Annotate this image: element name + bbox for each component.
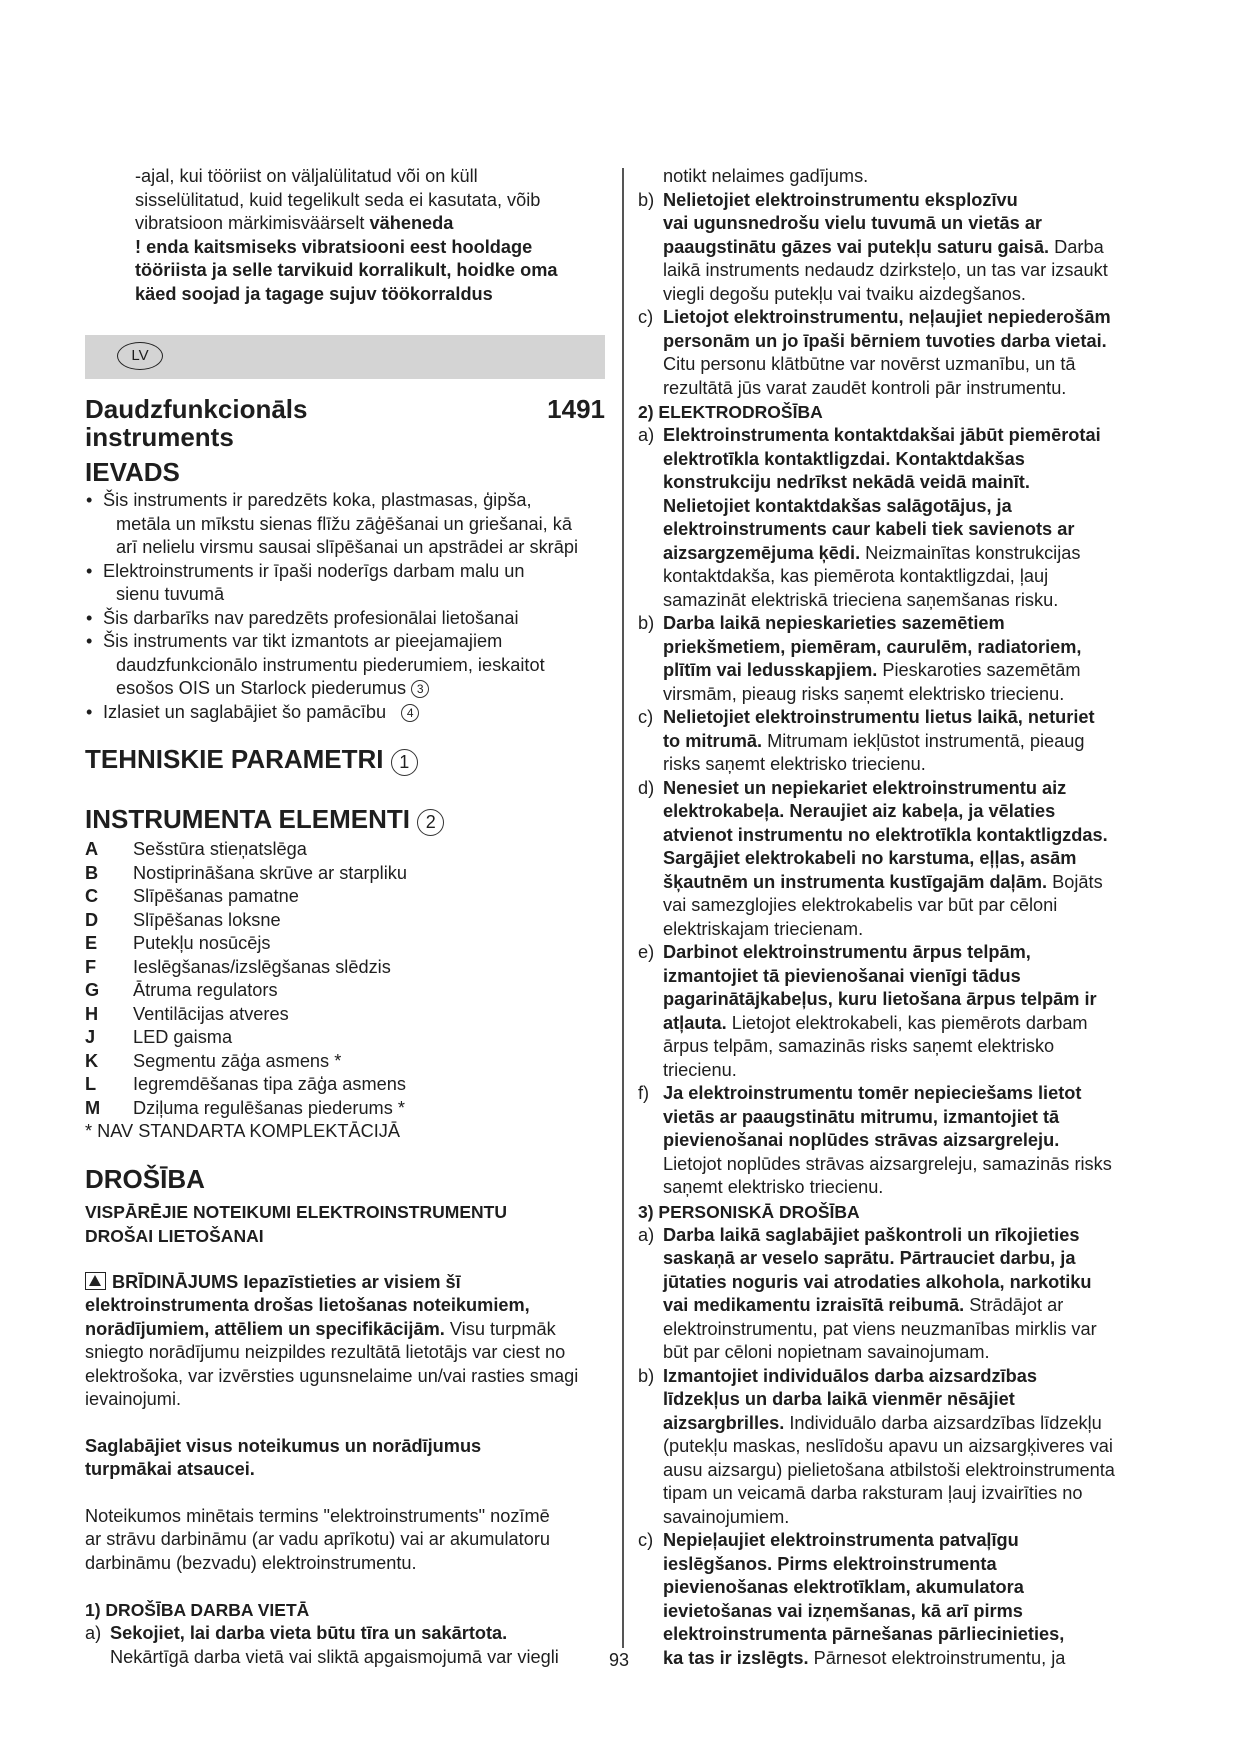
element-row — [85, 1026, 605, 1050]
element-label: Ventilācijas atveres — [133, 1003, 289, 1024]
safety-item: a) Elektroinstrumenta kontaktdakšai jābūt piemērotai elektrotīkla kontaktligzdai. Kontaktdakšas konstrukciju nedrīkst nekādā veidā mainīt. Nelietojiet kontaktdakšas salāgotājus, ja elektroinstruments caur kabeli tiek savienots ar aizsargzemējuma ķēdi. Neizmainītas konstrukcijas kontaktdakša, kas piemērota kontaktligzdai, ļauj samazināt elektriskā trieciena saņemšanas risku. — [638, 425, 1101, 610]
safety-item: b) Izmantojiet individuālos darba aizsardzības līdzekļus un darba laikā vienmēr nēsājiet aizsargbrilles. Individuālo darba aizsardzības līdzekļu (putekļu maskas, neslīdošu apavu un aizsargķiveres vai ausu aizsargu) pielietošana atbilstoši elektroinstrumenta tipam un veicamā darba raksturam ļauj izvairīties no savainojumiem. — [638, 1365, 1115, 1527]
element-key: D — [85, 909, 99, 930]
section-1-heading: 1) DROŠĪBA DARBA VIETĀ — [85, 1600, 310, 1620]
language-badge: LV — [117, 342, 163, 370]
product-name: instruments — [85, 422, 234, 452]
list-item: • Izlasiet un saglabājiet šo pamācību 4 — [85, 701, 605, 725]
element-row — [85, 838, 605, 862]
element-key: M — [85, 1097, 101, 1118]
element-label: Ātruma regulators — [133, 980, 278, 1000]
language-bar — [85, 335, 605, 379]
figure-ref-badge: 3 — [411, 680, 429, 698]
elements-note: * NAV STANDARTA KOMPLEKTĀCIJĀ — [85, 1121, 400, 1141]
text-line: tööriista ja selle tarvikuid korralikult, hoidke oma — [135, 260, 558, 280]
element-row — [85, 1003, 605, 1027]
list-item: • Elektroinstruments ir īpaši noderīgs darbam malu un sienu tuvumā — [85, 560, 605, 607]
element-key: L — [85, 1074, 97, 1094]
element-row — [85, 1073, 605, 1097]
save-instructions: Saglabājiet visus noteikumus un norādījumus turpmākai atsaucei. — [85, 1435, 482, 1479]
element-label: Slīpēšanas loksne — [133, 909, 281, 930]
element-row — [85, 932, 605, 956]
element-key: E — [85, 933, 98, 953]
right-column — [638, 165, 1158, 1670]
safety-item: c) Nelietojiet elektroinstrumentu lietus laikā, neturiet to mitrumā. Mitrumam iekļūstot instrumentā, pieaug risks saņemt elektrisko triecienu. — [638, 707, 1095, 774]
safety-item: e) Darbinot elektroinstrumentu ārpus telpām, izmantojiet tā pievienošanai vienīgi tādus pagarinātājkabeļus, kuru lietošana ārpus telpām ir atļauta. Lietojot elektrokabeli, kas piemērots darbam ārpus telpām, samazinās risks saņemt elektrisko triecienu. — [638, 942, 1097, 1080]
element-key: J — [85, 1027, 96, 1047]
element-label: Putekļu nosūcējs — [133, 933, 271, 953]
section-2-heading: 2) ELEKTRODROŠĪBA — [638, 402, 823, 422]
elements-list — [85, 838, 605, 1120]
safety-item: b) Darba laikā nepieskarieties sazemētiem priekšmetiem, piemēram, caurulēm, radiatoriem, plītīm vai ledusskapjiem. Pieskaroties sazemētām virsmām, pieaug risks saņemt elektrisko triecienu. — [638, 613, 1082, 704]
element-label: Dziļuma regulēšanas piederums * — [133, 1097, 405, 1118]
element-label: Nostiprināšana skrūve ar starpliku — [133, 862, 407, 883]
list-item: • Šis instruments var tikt izmantots ar pieejamajiem daudzfunkcionālo instrumentu piederumiem, ieskaitot esošos OIS un Starlock piederumus 3 — [85, 630, 605, 701]
element-row — [85, 862, 605, 886]
element-label: Slīpēšanas pamatne — [133, 886, 299, 906]
element-key: H — [85, 1003, 99, 1024]
elements-heading: INSTRUMENTA ELEMENTI 2 — [85, 804, 605, 836]
left-column — [85, 165, 605, 1669]
drosiba-heading: DROŠĪBA — [85, 1163, 205, 1194]
safety-item: f) Ja elektroinstrumentu tomēr nepieciešams lietot vietās ar paaugstinātu mitrumu, izmantojiet tā pievienošanai noplūdes strāvas aizsargreleju. Lietojot noplūdes strāvas aizsargreleju, samazinās risks saņemt elektrisko triecienu. — [638, 1083, 1112, 1197]
section-3-heading: 3) PERSONISKĀ DROŠĪBA — [638, 1201, 860, 1222]
ievads-heading: IEVADS — [85, 457, 180, 487]
safety-item: a) Sekojiet, lai darba vieta būtu tīra un sakārtota. Nekārtīgā darba vietā vai sliktā apgaismojumā var viegli — [85, 1623, 559, 1667]
element-key: C — [85, 886, 99, 906]
text-line: sisselülitatud, kuid tegelikult seda ei kasutata, võib — [135, 189, 541, 210]
tech-heading: TEHNISKIE PARAMETRI 1 — [85, 744, 605, 776]
figure-ref-badge: 1 — [391, 749, 418, 776]
text-line: ! enda kaitsmiseks vibratsiooni eest hooldage — [135, 236, 533, 257]
safety-item: c) Lietojot elektroinstrumentu, neļaujiet nepiederošām personām un jo īpaši bērniem tuvoties darba vietai. Citu personu klātbūtne var novērst uzmanību, un tā rezultātā jūs varat zaudēt kontroli pār instrumentu. — [638, 307, 1111, 398]
general-rules-heading: VISPĀRĒJIE NOTEIKUMI ELEKTROINSTRUMENTU DROŠAI LIETOŠANAI — [85, 1201, 507, 1246]
element-row — [85, 956, 605, 980]
element-key: B — [85, 862, 99, 883]
element-row — [85, 909, 605, 933]
element-label: LED gaisma — [133, 1027, 233, 1047]
element-key: A — [85, 839, 99, 859]
text-line: vibratsioon märkimisväärselt väheneda — [135, 213, 454, 233]
warning-paragraph: BRĪDINĀJUMS Iepazīstieties ar visiem šī elektroinstrumenta drošas lietošanas noteikumiem, norādījumiem, attēliem un specifikācijām. Visu turpmāk sniegto norādījumu neizpildes rezultātā lietotājs var ciest no elektrošoka, var izvērsties ugunsnelaime un/vai rasties smagi ievainojumi. — [85, 1271, 579, 1409]
safety-item: d) Nenesiet un nepiekariet elektroinstrumentu aiz elektrokabeļa. Neraujiet aiz kabeļa, ja vēlaties atvienot instrumentu no elektrotīkla kontaktligzdas. Sargājiet elektrokabeli no karstuma, eļļas, asām šķautnēm un instrumenta kustīgajām daļām. Bojāts vai samezglojies elektrokabelis var būt par cēloni elektriskajam triecienam. — [638, 777, 1108, 939]
element-label: Sešstūra stieņatslēga — [133, 839, 307, 859]
element-label: Segmentu zāģa asmens * — [133, 1050, 342, 1071]
product-title — [85, 395, 605, 451]
model-number: 1491 — [547, 394, 605, 424]
estonian-intro — [85, 165, 605, 306]
figure-ref-badge: 2 — [417, 809, 444, 836]
element-row — [85, 979, 605, 1003]
element-row — [85, 885, 605, 909]
column-divider — [622, 168, 624, 1648]
figure-ref-badge: 4 — [401, 704, 419, 722]
element-row — [85, 1097, 605, 1121]
product-name: Daudzfunkcionāls — [85, 394, 308, 424]
element-key: F — [85, 956, 97, 977]
element-key: G — [85, 980, 100, 1000]
element-key: K — [85, 1050, 99, 1071]
text-line: notikt nelaimes gadījums. — [663, 166, 869, 186]
ievads-list — [85, 489, 605, 724]
safety-item: b) Nelietojiet elektroinstrumentu eksplozīvu vai ugunsnedrošu vielu tuvumā un vietās ar paaugstinātu gāzes vai putekļu saturu gaisā. Darba laikā instruments nedaudz dzirksteļo, un tas var izsaukt viegli degošu putekļu vai tvaiku aizdegšanos. — [638, 189, 1108, 304]
page-number: 93 — [609, 1650, 630, 1670]
text-line: käed soojad ja tagage sujuv töökorraldus — [135, 283, 493, 304]
element-row — [85, 1050, 605, 1074]
safety-item: a) Darba laikā saglabājiet paškontroli un rīkojieties saskaņā ar veselo saprātu. Pārtrauciet darbu, ja jūtaties noguris vai atrodaties alkohola, narkotiku vai medikamentu izraisītā reibumā. Strādājot ar elektroinstrumentu, pat viens neuzmanības mirklis var būt par cēloni nopietnam savainojumam. — [638, 1224, 1097, 1362]
definition-paragraph: Noteikumos minētais termins "elektroinstruments" nozīmē ar strāvu darbināmu (ar vadu aprīkotu) vai ar akumulatoru darbināmu (bezvadu) elektroinstrumentu. — [85, 1505, 551, 1573]
list-item: • Šis darbarīks nav paredzēts profesionālai lietošanai — [85, 607, 605, 631]
safety-item: c) Nepieļaujiet elektroinstrumenta patvaļīgu ieslēgšanos. Pirms elektroinstrumenta pievienošanas elektrotīklam, akumulatora ievietošanas vai izņemšanas, kā arī pirms elektroinstrumenta pārnešanas pārliecinieties, ka tas ir izslēgts. Pārnesot elektroinstrumentu, ja — [638, 1530, 1066, 1668]
list-item: • Šis instruments ir paredzēts koka, plastmasas, ģipša, metāla un mīkstu sienas flīžu zāģēšanai un griešanai, kā arī nelielu virsmu sausai slīpēšanai un apstrādei ar skrāpi — [85, 489, 605, 560]
warning-icon — [85, 1272, 106, 1290]
element-label: Ieslēgšanas/izslēgšanas slēdzis — [133, 956, 391, 977]
text-line: -ajal, kui tööriist on väljalülitatud või on küll — [135, 166, 478, 186]
element-label: Iegremdēšanas tipa zāģa asmens — [133, 1074, 406, 1094]
